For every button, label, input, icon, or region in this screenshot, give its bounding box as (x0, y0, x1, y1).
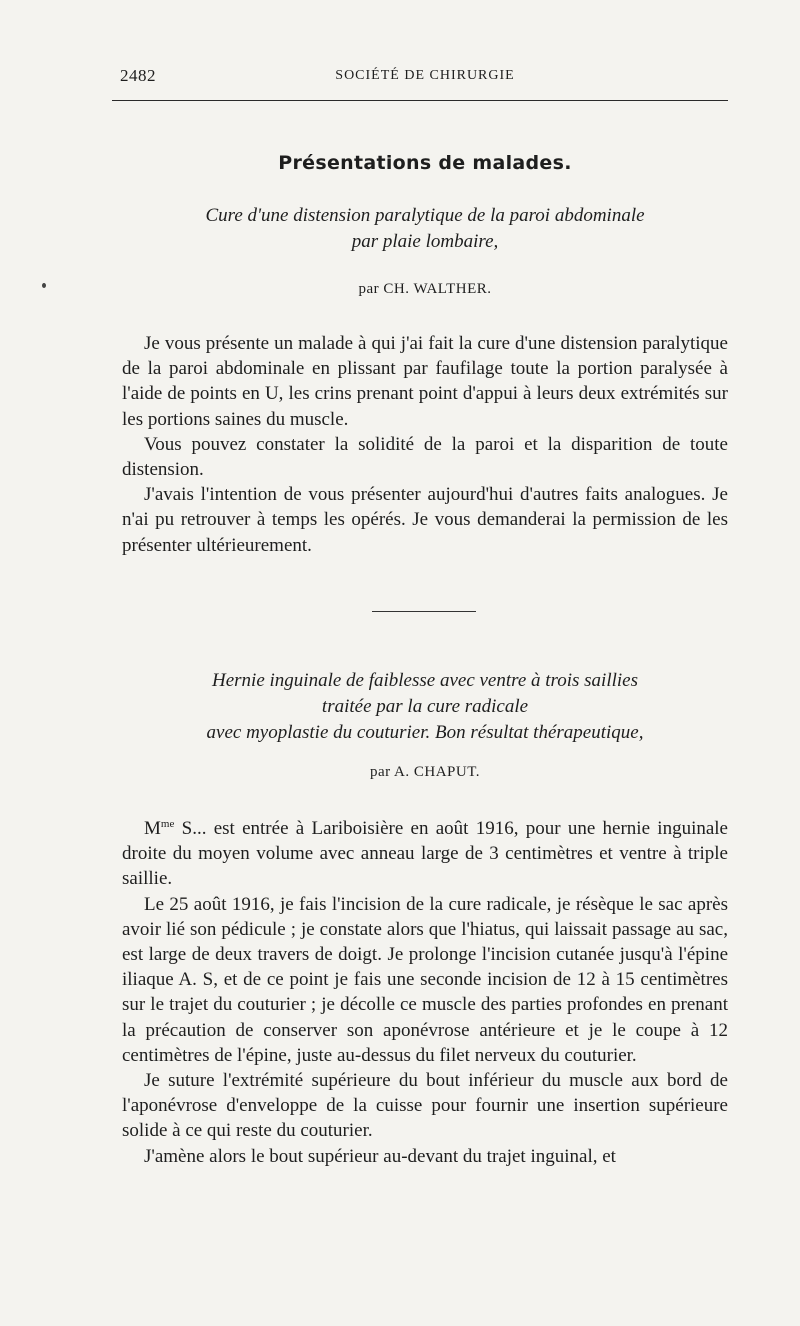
article2-title-line3: avec myoplastie du couturier. Bon résultat thérapeutique, (206, 722, 644, 743)
section-heading: Présentations de malades. (278, 152, 572, 174)
honorific: M (144, 818, 161, 839)
article2-paragraph: Je suture l'extrémité supérieure du bout inférieur du muscle aux bord de l'aponévrose d'enveloppe de la cuisse pour fournir une insertion supérieure solide à ce qui reste du couturier. (122, 1070, 728, 1142)
article1-paragraph: Je vous présente un malade à qui j'ai fait la cure d'une distension paralytique de la paroi abdominale en plissant par faufilage toute la portion paralysée à l'aide de points en U, les crins prenant point d'appui à leurs deux extrémités sur les portions saines du muscle. (122, 333, 728, 430)
running-title: SOCIÉTÉ DE CHIRURGIE (335, 68, 515, 83)
header-rule (112, 100, 728, 101)
article2-author: par A. CHAPUT. (369, 764, 481, 780)
article2-body (122, 816, 728, 1169)
article1-paragraph: Vous pouvez constater la solidité de la paroi et la disparition de toute distension. (122, 433, 728, 481)
section-separator (372, 611, 476, 612)
article1-title-line1: Cure d'une distension paralytique de la paroi abdominale (205, 205, 645, 226)
margin-speck (42, 283, 46, 288)
page-number: 2482 (120, 66, 156, 85)
article2-title-line1: Hernie inguinale de faiblesse avec ventre à trois saillies (212, 670, 638, 691)
article1-body (122, 331, 728, 558)
article2-paragraph: J'amène alors le bout supérieur au-devant du trajet inguinal, et (144, 1145, 616, 1167)
article2-paragraph: Le 25 août 1916, je fais l'incision de la cure radicale, je résèque le sac après avoir lié son pédicule ; je constate alors que l'hiatus, qui laissait passage au sac, est large de deux travers de doigt. Je prolonge l'incision cutanée jusqu'à l'épine iliaque A. S, et de ce point je fais une seconde incision de 12 à 15 centimètres sur le trajet du couturier ; je décolle ce muscle des parties profondes en prenant la précaution de conserver son aponévrose antérieure et je le coupe à 12 centimètres de l'épine, juste au-dessus du filet nerveux du couturier. (122, 893, 728, 1066)
page-header (120, 66, 730, 90)
article2-paragraph-text: S... est entrée à Lariboisière en août 1916, pour une hernie inguinale droite du moyen volume avec anneau large de 3 centimètres et ventre à triple saillie. (122, 818, 728, 890)
article1-paragraph: J'avais l'intention de vous présenter aujourd'hui d'autres faits analogues. Je n'ai pu retrouver à temps les opérés. Je vous demanderai la permission de les présenter ultérieurement. (122, 484, 728, 556)
article2-paragraph (122, 816, 728, 892)
article1-title-line2: par plaie lombaire, (351, 231, 499, 252)
article2-title-line2: traitée par la cure radicale (321, 696, 529, 717)
article1-author: par CH. WALTHER. (358, 281, 492, 297)
honorific-superscript: me (160, 818, 175, 830)
